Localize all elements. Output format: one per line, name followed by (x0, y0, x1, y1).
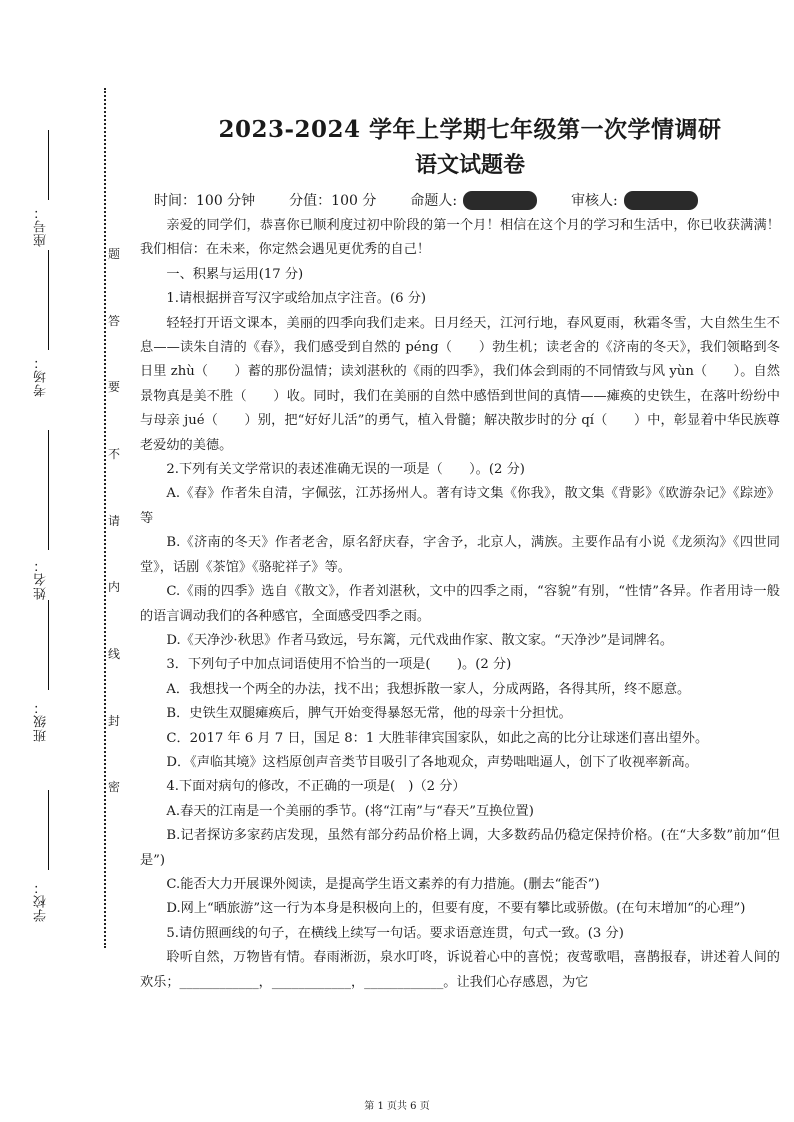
question-3-option-b: B．史铁生双腿瘫痪后，脾气开始变得暴怒无常，他的母亲十分担忧。 (166, 706, 572, 722)
exam-content (140, 112, 780, 995)
question-4-option-d: D.网上“晒旅游”这一行为本身是积极向上的，但要有度，不要有攀比或骄傲。(在句末增加“的心理”) (166, 901, 746, 917)
score-label: 分值：100 分 (289, 193, 377, 209)
room-label: 考场： (34, 355, 49, 397)
question-2-option-b: B.《济南的冬天》作者老舍，原名舒庆春，字舍予，北京人，满族。主要作品有小说《龙须沟》《四世同堂》，话剧《茶馆》《骆驼祥子》等。 (140, 535, 780, 575)
seal-char: 内 (108, 580, 121, 594)
author-label: 命题人: (410, 193, 458, 209)
question-2: 2.下列有关文学常识的表述准确无误的一项是（ ）。(2 分) (166, 462, 525, 478)
reviewer-label: 审核人: (571, 193, 618, 209)
page-number: 第 1 页共 6 页 (364, 1101, 430, 1112)
section-heading: 一、积累与运用(17 分) (166, 266, 304, 282)
exam-body (140, 214, 780, 995)
seat-line (48, 130, 49, 200)
question-4-option-c: C.能否大力开展课外阅读，是提高学生语文素养的有力措施。(删去“能否”) (166, 876, 600, 892)
name-line (48, 430, 49, 550)
question-3-option-d: D．《声临其境》这档原创声音类节目吸引了各地观众，声势咄咄逼人，创下了收视率新高。 (166, 754, 698, 770)
question-3-option-c: C．2017 年 6 月 7 日，国足 8：1 大胜菲律宾国家队，如此之高的比分让球迷们喜出望外。 (166, 730, 709, 746)
seal-char: 请 (108, 514, 121, 528)
seal-char: 要 (108, 380, 121, 394)
time-label: 时间：100 分钟 (154, 193, 256, 209)
seal-char: 封 (108, 714, 121, 728)
question-4: 4.下面对病句的修改，不正确的一项是( )（2 分） (166, 779, 466, 795)
question-2-option-c: C.《雨的四季》选自《散文》，作者刘湛秋，文中的四季之雨，“容貌”有别，“性情”各异。作者用诗一般的语言调动我们的各种感官，全面感受四季之雨。 (140, 584, 780, 624)
class-line (48, 600, 49, 690)
seal-char: 线 (108, 647, 121, 661)
question-3-option-a: A．我想找一个两全的办法，找不出；我想拆散一家人，分成两路，各得其所，终不愿意。 (166, 681, 691, 697)
question-1-passage: 轻轻打开语文课本，美丽的四季向我们走来。日月经天，江河行地，春风夏雨，秋霜冬雪，大自然生生不息——读朱自清的《春》，我们感受到自然的 péng（ ）勃生机；读老舍的《济南的冬天》，我们领略到冬日里 zhù（ ）蓄的那份温情；读刘湛秋的《雨的四季》，我们体会到雨的不同情致与风 yùn（ ）。自然景物真是美不胜（ ）收。同时，我们在美丽的自然中感悟到世间的真情——瘫痪的史铁生，在落叶纷纷中与母亲 jué（ ）别，把“好好儿活”的勇气，植入骨髓；解决散步时的分 qí（ ）中，彰显着中华民族尊老爱幼的美德。 (140, 315, 780, 453)
class-label: 班级： (34, 700, 49, 742)
redacted-author (463, 191, 537, 210)
seat-label: 座号： (34, 205, 49, 247)
page-title: 2023-2024 学年上学期七年级第一次学情调研 (218, 116, 722, 143)
exam-meta (154, 190, 780, 210)
question-5-passage: 聆听自然，万物皆有情。春雨淅沥，泉水叮咚，诉说着心中的喜悦；夜莺歌唱，喜鹊报春，讲述着人间的欢乐；____________，____________，____________。让我们心存感恩，为它 (140, 950, 780, 990)
question-4-option-b: B.记者探访多家药店发现，虽然有部分药品价格上调，大多数药品仍稳定保持价格。(在“大多数”前加“但是”) (140, 828, 780, 868)
name-label: 姓名： (34, 558, 49, 600)
room-line (48, 250, 49, 350)
school-label: 学校： (34, 880, 49, 922)
seal-char: 不 (108, 447, 121, 461)
question-2-option-a: A.《春》作者朱自清，字佩弦，江苏扬州人。著有诗文集《你我》，散文集《背影》《欧游杂记》《踪迹》等 (140, 486, 780, 526)
seal-char: 答 (108, 314, 121, 328)
question-3: 3．下列句子中加点词语使用不恰当的一项是( )。(2 分) (166, 657, 512, 673)
redacted-reviewer (624, 191, 698, 210)
question-1: 1.请根据拼音写汉字或给加点字注音。(6 分) (166, 291, 427, 307)
school-line (48, 790, 49, 870)
question-2-option-d: D.《天净沙·秋思》作者马致远，号东篱，元代戏曲作家、散文家。“天净沙”是词牌名。 (166, 632, 674, 648)
question-5: 5.请仿照画线的句子，在横线上续写一句话。要求语意连贯，句式一致。(3 分) (166, 925, 624, 941)
intro-paragraph: 亲爱的同学们，恭喜你已顺利度过初中阶段的第一个月！相信在这个月的学习和生活中，你已收获满满！我们相信：在未来，你定然会遇见更优秀的自己！ (140, 218, 780, 258)
page-subtitle: 语文试题卷 (414, 152, 525, 178)
seal-char: 密 (108, 780, 121, 794)
seal-line (104, 88, 106, 948)
question-4-option-a: A.春天的江南是一个美丽的季节。(将“江南”与“春天”互换位置) (166, 803, 534, 819)
binding-sidebar (0, 0, 130, 1122)
seal-char: 题 (108, 247, 121, 261)
